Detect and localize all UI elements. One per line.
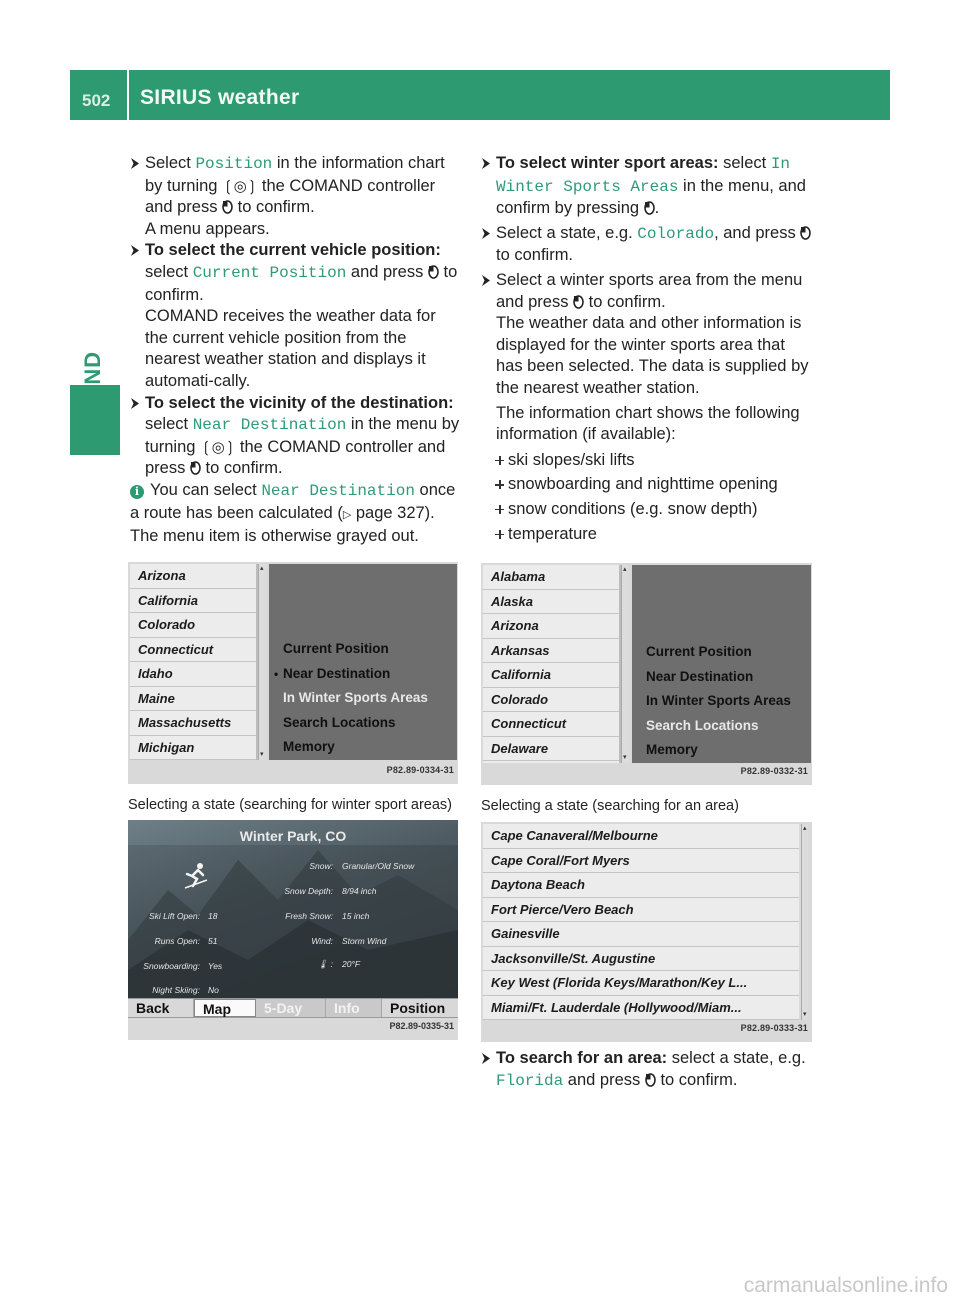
weather-title: Winter Park, CO (239, 828, 347, 844)
step-select-position: Select Position in the information chart by turning ❲◎❳ the COMAND controller and press to confirm. A menu appears. (130, 153, 460, 240)
fresh-snow-value: 15 inch (342, 911, 370, 921)
menu-item-memory[interactable]: Memory (646, 742, 698, 757)
controller-press-icon (573, 294, 584, 309)
menu-item-code: Near Destination (192, 416, 347, 435)
list-item[interactable]: Massachusetts (130, 711, 256, 736)
image-code: P82.89-0334-31 (386, 765, 454, 776)
step-select-state: Select a state, e.g. Colorado, and press to confirm. (481, 223, 816, 267)
list-item[interactable]: Gainesville (483, 922, 799, 947)
skier-icon (183, 862, 209, 890)
menu-item-code: Near Destination (261, 481, 415, 500)
list-scrollbar[interactable]: ▴ ▾ (621, 565, 629, 763)
screenshot-florida-areas (481, 822, 812, 1042)
fresh-snow-label: Fresh Snow: (285, 911, 333, 921)
controller-press-icon (644, 200, 655, 215)
list-item[interactable]: Daytona Beach (483, 873, 799, 898)
menu-item-current-position[interactable]: Current Position (283, 641, 389, 656)
info-bullet-list (481, 450, 816, 545)
list-item[interactable]: Fort Pierce/Vero Beach (483, 898, 799, 923)
menu-item-code: In Winter Sports Areas (496, 155, 791, 196)
page-number: 502 (82, 91, 111, 110)
tab-5-day[interactable]: 5-Day (256, 999, 326, 1017)
list-item: snow conditions (e.g. snow depth) (496, 499, 816, 521)
screenshot-winter-sport-states (128, 562, 458, 784)
ski-lift-label: Ski Lift Open: (148, 911, 200, 921)
page-ref-arrow-icon: ▷ (342, 508, 352, 521)
wind-label: Wind: (311, 936, 333, 946)
step-arrow-icon (481, 1052, 491, 1065)
selected-marker: • (274, 666, 279, 681)
list-item[interactable]: Colorado (483, 688, 619, 713)
list-item[interactable]: Key West (Florida Keys/Marathon/Key L... (483, 971, 799, 996)
list-scrollbar[interactable]: ▴ ▾ (258, 564, 266, 760)
ski-lift-value: 18 (208, 911, 218, 921)
list-item[interactable]: Arizona (130, 564, 256, 589)
temperature-label: 🌡 : (317, 959, 333, 969)
list-item[interactable]: Idaho (130, 662, 256, 687)
state-list (130, 564, 258, 760)
controller-turn-icon: ❲◎❳ (222, 176, 258, 195)
tab-back[interactable]: Back (128, 999, 194, 1017)
step-near-destination: To select the vicinity of the destination: select Near Destination in the menu by turning ❲◎❳ the COMAND controller and press to confirm. (130, 393, 460, 480)
list-scrollbar[interactable]: ▴ ▾ (801, 824, 809, 1020)
night-skiing-label: Night Skiing: (152, 985, 200, 995)
step-arrow-icon (481, 157, 491, 170)
list-item[interactable]: Miami/Ft. Lauderdale (Hollywood/Miam... (483, 996, 799, 1021)
weather-tab-bar (128, 998, 458, 1018)
caption-area-states: Selecting a state (searching for an area) (481, 798, 739, 814)
wind-value: Storm Wind (342, 936, 387, 946)
screenshot-winter-park (128, 820, 458, 1040)
page-reference-link[interactable]: page 327). (351, 503, 435, 522)
screenshot-area-states (481, 563, 812, 785)
menu-item-near-destination[interactable]: Near Destination (646, 668, 754, 684)
menu-item-code: Florida (496, 1071, 564, 1090)
list-item[interactable]: Delaware (483, 737, 619, 762)
caption-winter-sport-states: Selecting a state (searching for winter sport areas) (128, 797, 452, 813)
controller-press-icon (190, 460, 201, 475)
list-item[interactable]: Alaska (483, 590, 619, 615)
snowboarding-value: Yes (208, 961, 223, 971)
image-code: P82.89-0333-31 (740, 1023, 808, 1034)
snow-value: Granular/Old Snow (342, 861, 415, 871)
controller-turn-icon: ❲◎❳ (200, 437, 236, 456)
controller-press-icon (645, 1072, 656, 1087)
area-list (483, 824, 799, 1020)
list-item[interactable]: Maine (130, 687, 256, 712)
image-code: P82.89-0335-31 (389, 1021, 454, 1032)
menu-item-winter-sports[interactable]: In Winter Sports Areas (283, 690, 428, 705)
weather-screen (128, 820, 458, 998)
step-arrow-icon (130, 244, 140, 257)
position-menu (269, 564, 457, 760)
page-header (70, 70, 890, 120)
night-skiing-value: No (208, 985, 219, 995)
menu-item-code: Current Position (192, 263, 347, 282)
menu-item-search-locations[interactable]: Search Locations (646, 717, 759, 733)
step-arrow-icon (130, 157, 140, 170)
menu-item-code: Position (195, 155, 273, 173)
list-item[interactable]: California (483, 663, 619, 688)
tab-info[interactable]: Info (326, 999, 382, 1017)
info-note: i You can select Near Destination once a route has been calculated (▷ page 327). The menu item is otherwise grayed out. (130, 480, 456, 546)
snow-depth-value: 8/94 inch (342, 886, 377, 896)
controller-press-icon (428, 264, 439, 279)
list-item[interactable]: California (130, 589, 256, 614)
step-search-area: To search for an area: select a state, e.g. Florida and press to confirm. (481, 1048, 816, 1092)
tab-position[interactable]: Position (390, 1000, 446, 1016)
list-item[interactable]: Jacksonville/St. Augustine (483, 947, 799, 972)
controller-press-icon (222, 199, 233, 214)
image-code: P82.89-0332-31 (740, 766, 808, 777)
controller-press-icon (800, 225, 811, 240)
temperature-value: 20°F (342, 959, 361, 969)
list-item[interactable]: Connecticut (483, 712, 619, 737)
info-icon: i (130, 485, 144, 499)
snow-label: Snow: (309, 861, 333, 871)
list-item[interactable]: Arizona (483, 614, 619, 639)
list-item: snowboarding and nighttime opening (496, 474, 816, 496)
step-winter-sport-areas: To select winter sport areas: select In Winter Sports Areas in the menu, and confirm by pressing . (481, 153, 816, 220)
step-arrow-icon (481, 274, 491, 287)
runs-open-label: Runs Open: (154, 936, 200, 946)
snowboarding-label: Snowboarding: (143, 961, 200, 971)
list-item[interactable]: Alabama (483, 565, 619, 590)
section-sidebar (70, 125, 120, 455)
list-item: ski slopes/ski lifts (496, 450, 816, 472)
list-item[interactable]: Connecticut (130, 638, 256, 663)
page-title: SIRIUS weather (140, 86, 300, 109)
step-arrow-icon (130, 397, 140, 410)
left-column (130, 153, 460, 548)
list-item[interactable]: Michigan (130, 736, 256, 761)
list-item[interactable]: Colorado (130, 613, 256, 638)
list-item[interactable]: Cape Coral/Fort Myers (483, 849, 799, 874)
list-item[interactable]: Cape Canaveral/Melbourne (483, 824, 799, 849)
section-marker (70, 385, 120, 455)
runs-open-value: 51 (208, 936, 218, 946)
header-divider (127, 70, 129, 120)
step-current-position: To select the current vehicle position: select Current Position and press to confirm. COMAND receives the weather data for the current vehicle position from the nearest weather station and displays it automati-cally. (130, 240, 460, 392)
tab-map[interactable]: Map (194, 999, 256, 1017)
snow-depth-label: Snow Depth: (284, 886, 333, 896)
step-arrow-icon (481, 227, 491, 240)
list-item: temperature (496, 524, 816, 546)
menu-item-memory[interactable]: Memory (283, 739, 335, 754)
list-item[interactable]: Arkansas (483, 639, 619, 664)
menu-item-winter-sports[interactable]: In Winter Sports Areas (646, 693, 791, 708)
step-select-area: Select a winter sports area from the menu and press to confirm. The weather data and other information is displayed for the winter sports area that has been selected. The data is supplied by the nearest weather station. The information chart shows the following information (if available): (481, 270, 816, 446)
state-list (483, 565, 621, 763)
position-menu (632, 565, 811, 763)
menu-item-code: Colorado (637, 224, 715, 243)
menu-item-search-locations[interactable]: Search Locations (283, 714, 396, 730)
menu-item-current-position[interactable]: Current Position (646, 644, 752, 659)
right-column (481, 153, 816, 548)
menu-item-near-destination[interactable]: • Near Destination (269, 662, 457, 687)
watermark: carmanualsonline.info (743, 1274, 948, 1297)
